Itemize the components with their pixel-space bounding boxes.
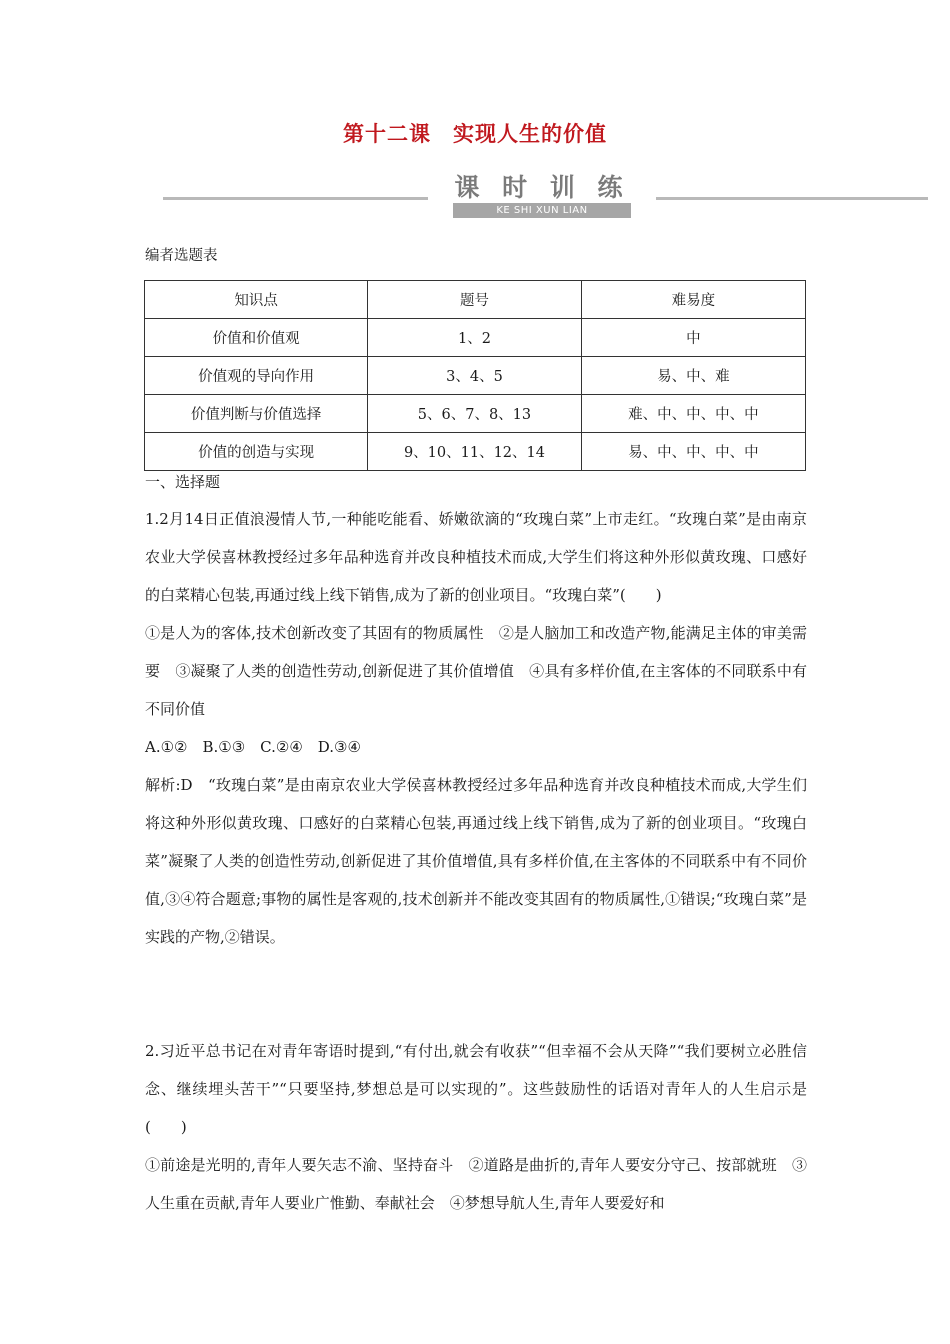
answer-analysis: 解析:D “玫瑰白菜”是由南京农业大学侯喜林教授经过多年品种选育并改良种植技术而成,大学生们将这种外形似黄玫瑰、口感好的白菜精心包装,再通过线上线下销售,成为了新的创业项目。“玫瑰白菜”凝聚了人类的创造性劳动,创新促进了其价值增值,具有多样价值,在主客体的不同联系中有不同价值,③④符合题意;事物的属性是客观的,技术创新并不能改变其固有的物质属性,①错误;“玫瑰白菜”是实践的产物,②错误。	[145, 776, 807, 946]
table-row	[145, 395, 806, 433]
table-cell: 易、中、中、中、中	[581, 433, 805, 471]
banner-divider-right	[656, 197, 928, 200]
question-statements: ①前途是光明的,青年人要矢志不渝、坚持奋斗 ②道路是曲折的,青年人要安分守己、按部就班 ③人生重在贡献,青年人要业广惟勤、奉献社会 ④梦想导航人生,青年人要爱好和	[145, 1156, 807, 1212]
column-header: 知识点	[145, 281, 368, 319]
banner-subtitle: KE SHI XUN LIAN	[453, 203, 631, 218]
question-1	[145, 500, 807, 956]
banner-divider-left	[163, 197, 428, 200]
question-stem: 2.习近平总书记在对青年寄语时提到,“有付出,就会有收获”“但幸福不会从天降”“我们要树立必胜信念、继续埋头苦干”“只要坚持,梦想总是可以实现的”。这些鼓励性的话语对青年人的人生启示是( )	[145, 1042, 807, 1136]
question-2	[145, 1032, 807, 1222]
table-cell: 易、中、难	[581, 357, 805, 395]
question-stem: 1.2月14日正值浪漫情人节,一种能吃能看、娇嫩欲滴的“玫瑰白菜”上市走红。“玫瑰白菜”是由南京农业大学侯喜林教授经过多年品种选育并改良种植技术而成,大学生们将这种外形似黄玫瑰、口感好的白菜精心包装,再通过线上线下销售,成为了新的创业项目。“玫瑰白菜”( )	[145, 510, 807, 604]
table-cell: 1、2	[368, 319, 581, 357]
answer-options: A.①② B.①③ C.②④ D.③④	[145, 738, 361, 756]
column-header: 难易度	[581, 281, 805, 319]
table-cell: 3、4、5	[368, 357, 581, 395]
question-statements: ①是人为的客体,技术创新改变了其固有的物质属性 ②是人脑加工和改造产物,能满足主体的审美需要 ③凝聚了人类的创造性劳动,创新促进了其价值增值 ④具有多样价值,在主客体的不同联系中有不同价值	[145, 624, 807, 718]
table-cell: 难、中、中、中、中	[581, 395, 805, 433]
table-cell: 5、6、7、8、13	[368, 395, 581, 433]
table-header-row	[145, 281, 806, 319]
table-row	[145, 433, 806, 471]
table-row	[145, 319, 806, 357]
table-cell: 价值判断与价值选择	[145, 395, 368, 433]
section-heading: 一、选择题	[145, 473, 221, 491]
table-caption: 编者选题表	[145, 248, 218, 264]
column-header: 题号	[368, 281, 581, 319]
page-title: 第十二课 实现人生的价值	[343, 122, 607, 146]
table-cell: 价值和价值观	[145, 319, 368, 357]
table-cell: 9、10、11、12、14	[368, 433, 581, 471]
table-row	[145, 357, 806, 395]
table-cell: 价值观的导向作用	[145, 357, 368, 395]
question-selection-table	[144, 280, 806, 471]
table-cell: 价值的创造与实现	[145, 433, 368, 471]
banner-title: 课 时 训 练	[454, 173, 630, 202]
table-cell: 中	[581, 319, 805, 357]
